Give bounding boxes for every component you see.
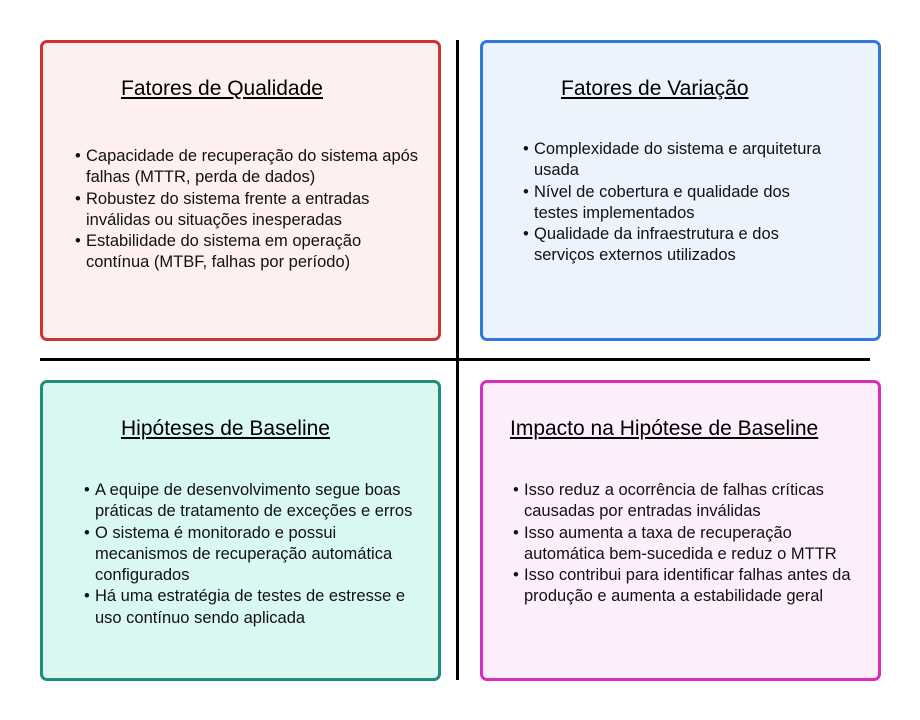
list-item: • Há uma estratégia de testes de estresse e uso contínuo sendo aplicada <box>84 587 406 627</box>
list-item: • Robustez do sistema frente a entradas inválidas ou situações inesperadas <box>75 189 370 229</box>
list-item: • Capacidade de recuperação do sistema após falhas (MTTR, perda de dados) <box>75 147 419 187</box>
variation-factors-title: Fatores de Variação <box>561 77 749 100</box>
list-item: • A equipe de desenvolvimento segue boas práticas de tratamento de exceções e erros <box>84 481 413 521</box>
baseline-hypotheses-title: Hipóteses de Baseline <box>121 417 330 440</box>
quality-factors-box <box>40 40 441 341</box>
baseline-impact-list <box>513 480 863 608</box>
list-item: • Qualidade da infraestrutura e dos serviços externos utilizados <box>523 225 779 265</box>
list-item: • Isso reduz a ocorrência de falhas críticas causadas por entradas inválidas <box>513 481 824 521</box>
variation-factors-list <box>523 139 823 267</box>
list-item: • Isso aumenta a taxa de recuperação automática bem-sucedida e reduz o MTTR <box>513 523 837 563</box>
list-item: • Isso contribui para identificar falhas antes da produção e aumenta a estabilidade geral <box>513 566 851 606</box>
list-item: • O sistema é monitorado e possui mecanismos de recuperação automática configurados <box>84 523 393 585</box>
list-item: • Complexidade do sistema e arquitetura usada <box>523 140 822 180</box>
quality-factors-title: Fatores de Qualidade <box>121 77 323 100</box>
baseline-impact-title: Impacto na Hipótese de Baseline <box>510 417 819 440</box>
quality-factors-list <box>75 146 425 274</box>
list-item: • Nível de cobertura e qualidade dos testes implementados <box>523 182 790 222</box>
variation-factors-box <box>480 40 881 341</box>
baseline-impact-box <box>480 380 881 681</box>
list-item: • Estabilidade do sistema em operação contínua (MTBF, falhas por período) <box>75 232 362 272</box>
horizontal-divider <box>40 358 870 361</box>
baseline-hypotheses-box <box>40 380 441 681</box>
baseline-hypotheses-list <box>84 480 429 629</box>
